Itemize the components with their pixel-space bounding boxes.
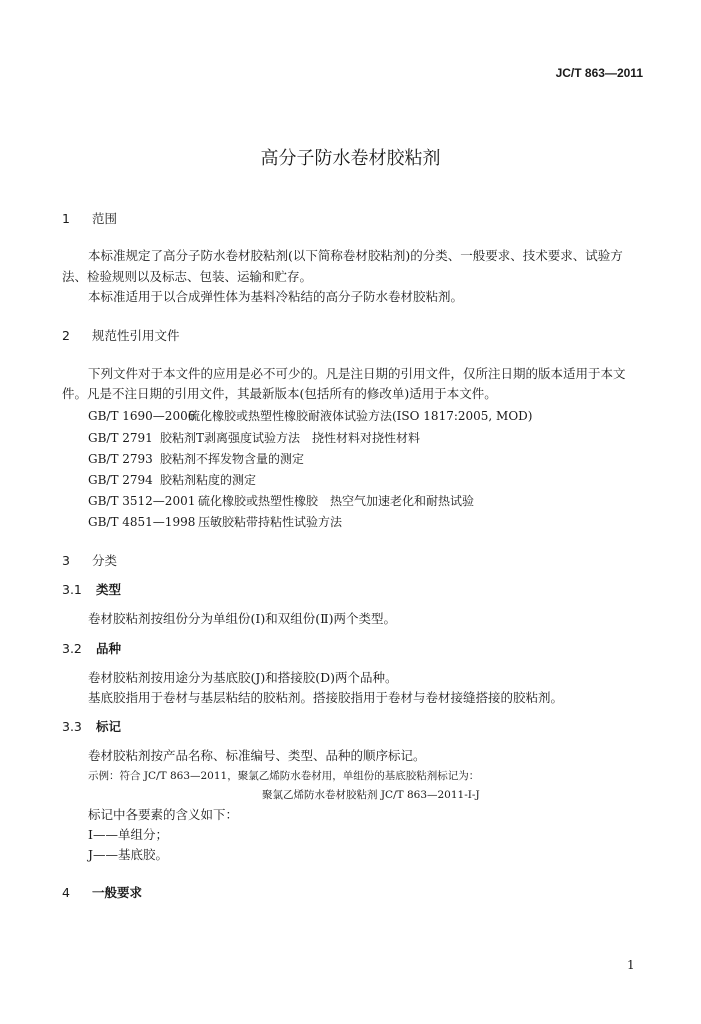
reference-item [88,407,532,424]
reference-code: GB/T 2791 [88,431,153,445]
reference-item [88,471,256,488]
section-1-heading [62,209,117,227]
reference-code: GB/T 2794 [88,473,153,487]
marking-meaning-intro: 标记中各要素的含义如下： [88,807,239,822]
section-2-heading [62,326,180,344]
page-number: 1 [627,958,635,972]
subsection-title: 标记 [96,719,122,734]
subsection-number: 3.3 [62,719,82,734]
reference-code: GB/T 1690—2006 [88,409,196,423]
reference-item [88,513,342,530]
scope-paragraph-line1: 本标准规定了高分子防水卷材胶粘剂(以下简称卷材胶粘剂)的分类、一般要求、技术要求、试验方 [88,248,623,263]
reference-title: 胶粘剂T剥离强度试验方法 挠性材料对挠性材料 [160,431,421,445]
references-intro-line2: 件。凡是不注日期的引用文件，其最新版本(包括所有的修改单)适用于本文件。 [62,386,497,401]
section-3-heading [62,551,117,569]
reference-title: 硫化橡胶或热塑性橡胶耐液体试验方法(ISO 1817:2005, MOD) [188,409,533,423]
section-number: 3 [62,553,70,568]
type-description: 卷材胶粘剂按组份分为单组份(Ⅰ)和双组份(Ⅱ)两个类型。 [88,611,396,626]
subsection-number: 3.2 [62,641,82,656]
scope-paragraph-line2: 法、检验规则以及标志、包装、运输和贮存。 [62,269,313,284]
variety-line2: 基底胶指用于卷材与基层粘结的胶粘剂。搭接胶指用于卷材与卷材接缝搭接的胶粘剂。 [88,690,564,705]
section-number: 4 [62,885,70,900]
section-title: 规范性引用文件 [92,328,180,343]
reference-code: GB/T 2793 [88,452,153,466]
section-number: 1 [62,211,70,226]
subsection-3-1-heading [62,580,121,598]
reference-item [88,429,420,446]
reference-title: 压敏胶粘带持粘性试验方法 [198,515,343,529]
marking-meaning-variety: J——基底胶。 [88,847,169,862]
reference-title: 胶粘剂粘度的测定 [160,473,257,487]
section-title: 范围 [92,211,118,226]
section-title: 一般要求 [92,885,143,900]
reference-item [88,450,304,467]
subsection-title: 类型 [96,582,122,597]
section-4-heading [62,883,142,901]
reference-title: 硫化橡胶或热塑性橡胶 热空气加速老化和耐热试验 [198,494,475,508]
reference-item [88,492,474,509]
standard-code-header: JC/T 863—2011 [555,66,643,80]
scope-applicability: 本标准适用于以合成弹性体为基料冷粘结的高分子防水卷材胶粘剂。 [88,289,464,304]
references-intro-line1: 下列文件对于本文件的应用是必不可少的。凡是注日期的引用文件，仅所注日期的版本适用于本文 [88,366,626,381]
subsection-3-2-heading [62,639,121,657]
section-title: 分类 [92,553,118,568]
marking-order: 卷材胶粘剂按产品名称、标准编号、类型、品种的顺序标记。 [88,748,426,763]
reference-code: GB/T 3512—2001 [88,494,196,508]
subsection-title: 品种 [96,641,122,656]
section-number: 2 [62,328,70,343]
marking-meaning-type: Ⅰ——单组分； [88,827,168,842]
document-title: 高分子防水卷材胶粘剂 [260,148,441,169]
subsection-number: 3.1 [62,582,82,597]
reference-code: GB/T 4851—1998 [88,515,196,529]
marking-example-note: 示例：符合 JC/T 863—2011，聚氯乙烯防水卷材用，单组份的基底胶粘剂标记为： [88,770,480,782]
subsection-3-3-heading [62,717,121,735]
marking-example: 聚氯乙烯防水卷材胶粘剂 JC/T 863—2011-Ⅰ-J [262,789,480,801]
variety-line1: 卷材胶粘剂按用途分为基底胶(J)和搭接胶(D)两个品种。 [88,670,398,685]
reference-title: 胶粘剂不挥发物含量的测定 [160,452,305,466]
